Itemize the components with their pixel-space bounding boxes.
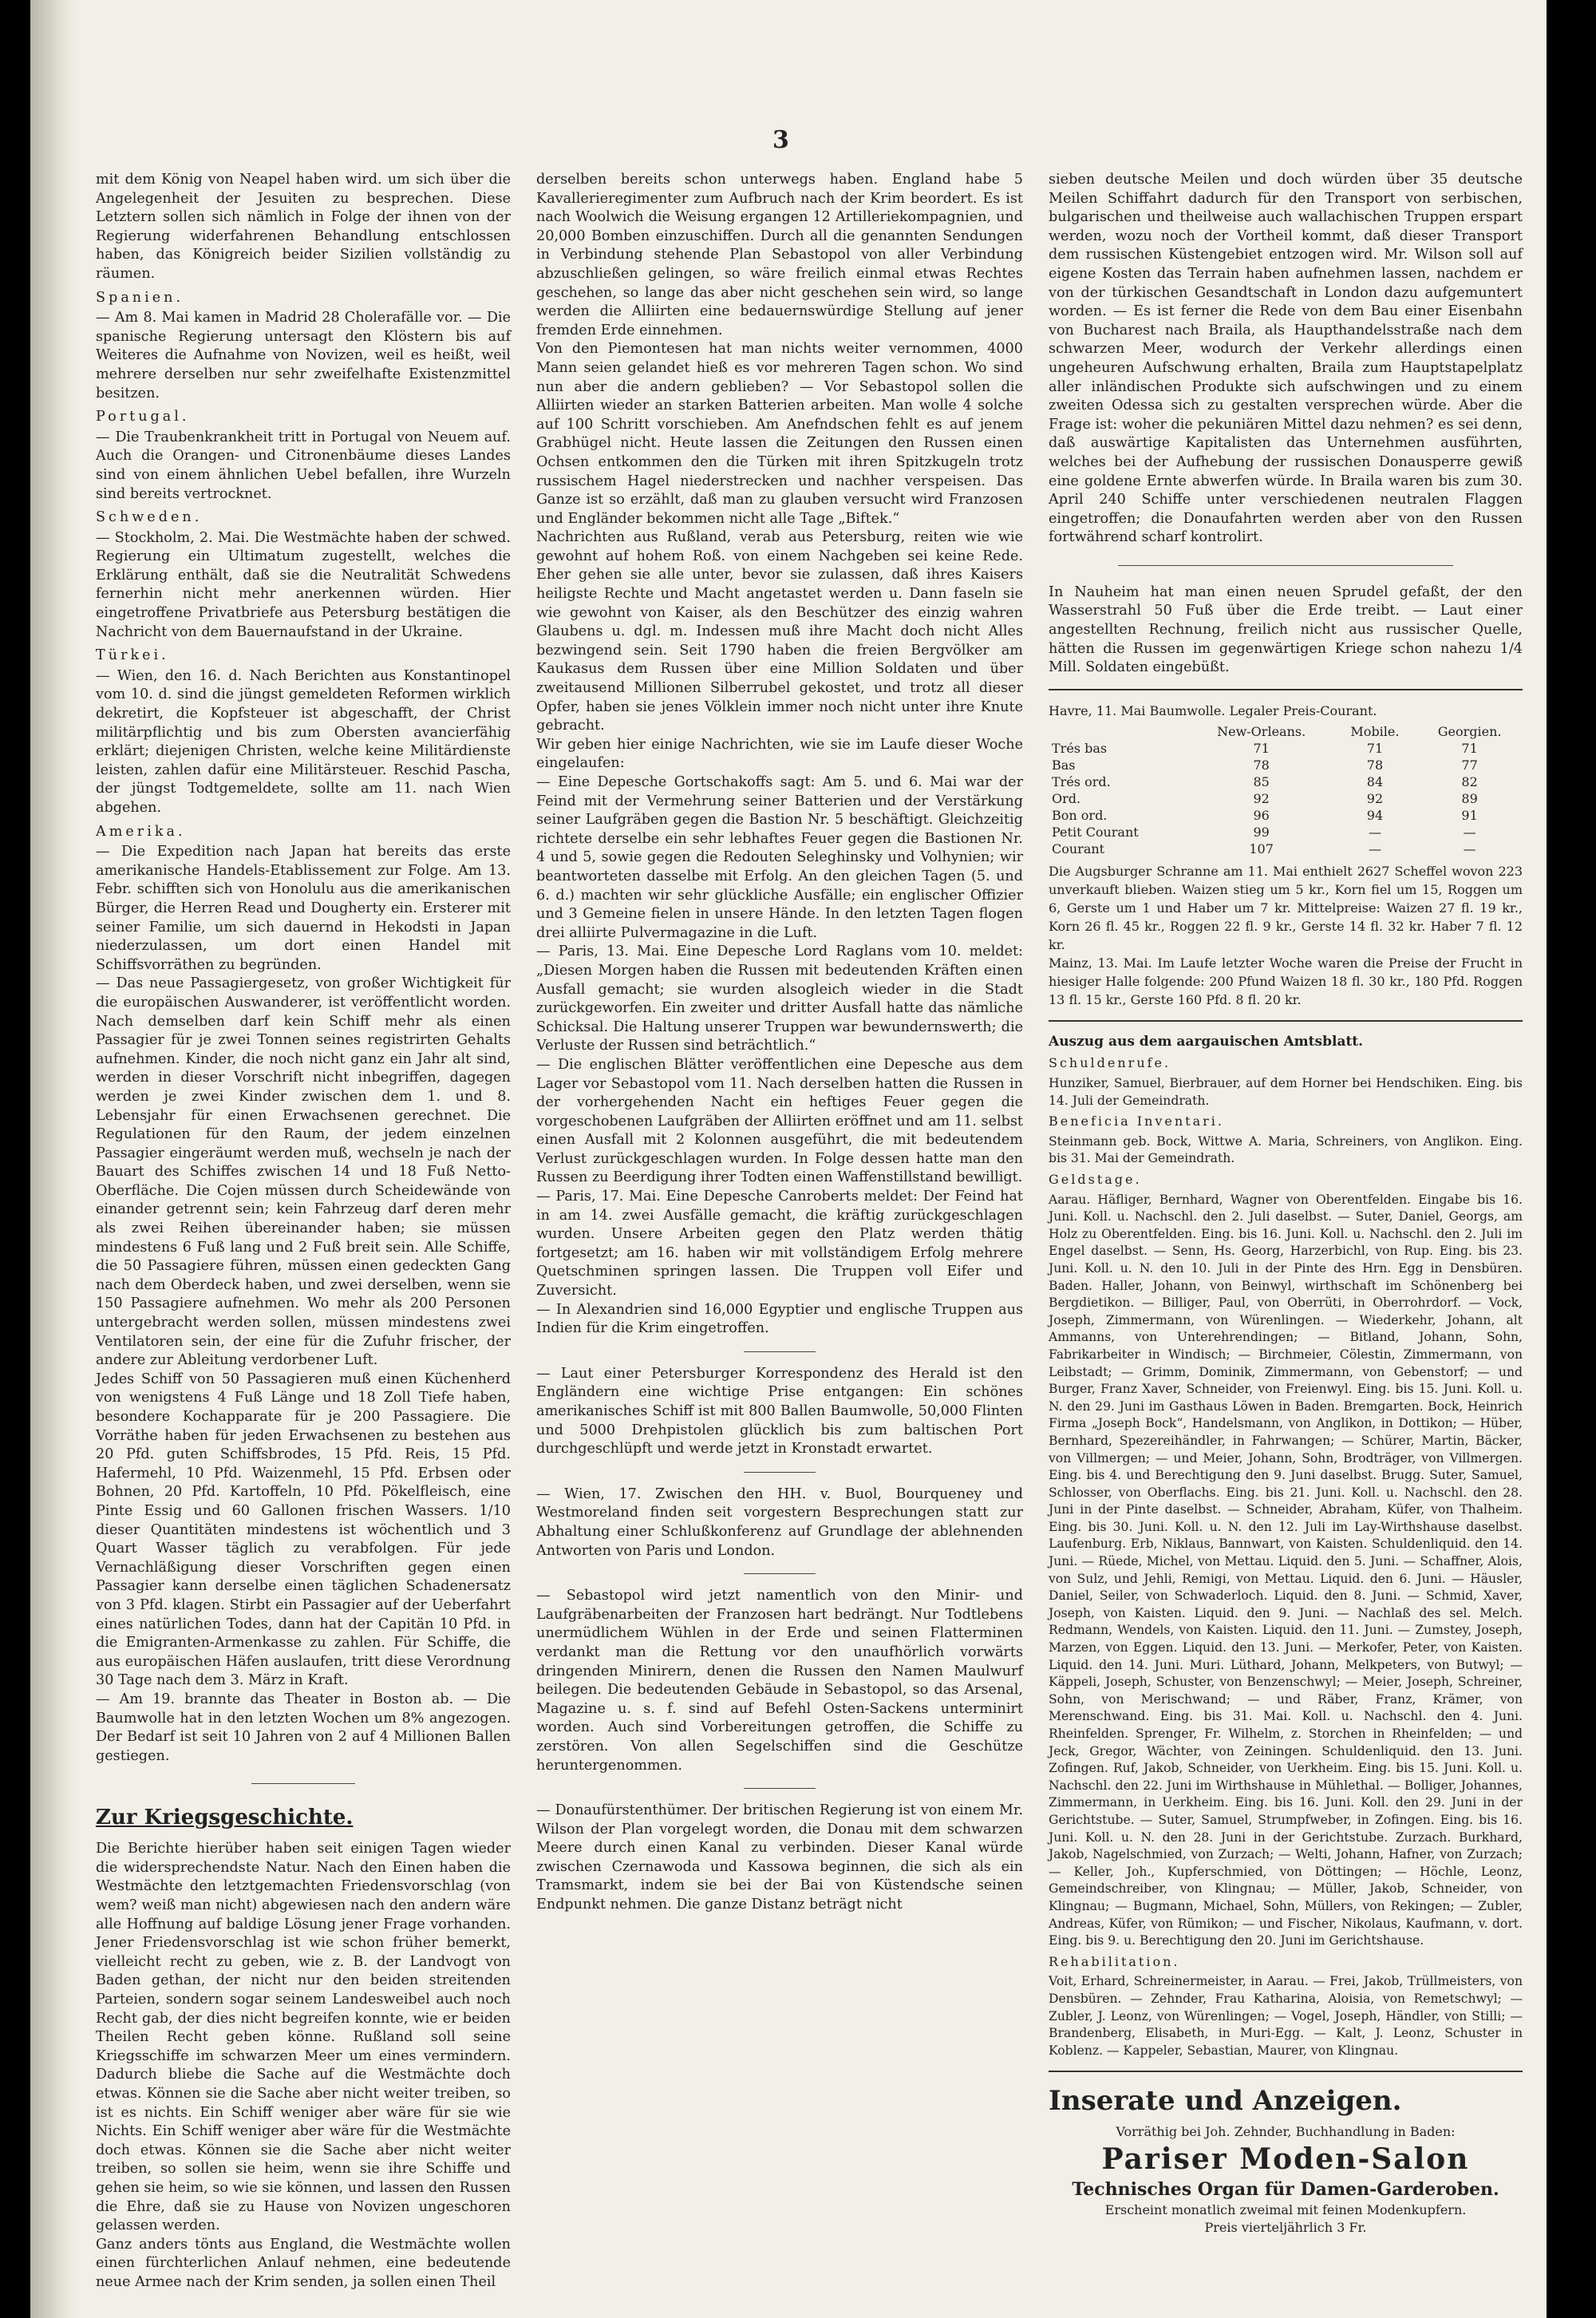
section-heading: Portugal. (96, 409, 190, 425)
divider (744, 1351, 816, 1352)
ad-title: Pariser Moden-Salon (1101, 2142, 1470, 2177)
section-heading: Schweden. (96, 509, 203, 526)
ad-subtitle: Technisches Organ für Damen-Garderoben. (1072, 2179, 1499, 2201)
table-header-row (1049, 723, 1523, 740)
column-header: Georgien. (1437, 723, 1502, 739)
table-cell (1049, 723, 1190, 740)
article-text: — Laut einer Petersburger Korrespondenz des Herald ist den Engländern eine wichtige Prise entgangen: Ein schönes amerikanisches Schiff ist mit 800 Ballen Baumwolle, 50,000 Flinten und 5000 Drehpistolen glücklich bis zum baltischen Port durchgeschlüpft und werde jetzt in Kronstadt erwartet. (536, 1365, 1023, 1458)
gazette-subheading: Geldstage. (1049, 1172, 1142, 1187)
gazette-text: Aarau. Häfliger, Bernhard, Wagner von Oberentfelden. Eingabe bis 16. Juni. Koll. u. Nachschl. den 2. Juli daselbst. — Suter, Daniel, Georgs, am Holz zu Oberentfelden. Eing. bis 16. Juni. Koll. u. Nachschl. den 2. Juli im Engel daselbst. — Senn, Hs. Georg, Harzerbichl, von Rup. Eing. bis 23. Juni. Koll. u. N. den 10. Juli in der Pinte des Hrn. Egg in Densbüren. Baden. Haller, Johann, von Beinwyl, wirthschaft im Schönenberg bei Bergdietikon. — Billiger, Paul, von Oberrüti, in Oberrohrdorf. — Vock, Joseph, Zimmermann, von Würenlingen. — Wiederkehr, Johann, alt Ammanns, von Unterehrendingen; — Bitland, Johann, Sohn, Fabrikarbeiter in Windisch; — Birchmeier, Cölestin, Zimmermann, von Leibstadt; — Grimm, Dominik, Zimmermann, von Gebenstorf; — und Burger, Franz Xaver, Schneider, von Freienwyl. Eing. bis 15. Juni. Koll. u. N. den 29. Juni im Gasthaus Löwen in Baden. Bremgarten. Bock, Heinrich Firma „Joseph Bock“, Handelsmann, von Anglikon, in Dottikon; — Hüber, Bernhard, Spezereihändler, in Fahrwangen; — Schürer, Martin, Bäcker, von Villmergen; — und Meier, Johann, Sohn, Brodträger, von Villmergen. Eing. bis 4. und Berechtigung den 9. Juni daselbst. Brugg. Suter, Samuel, Schlosser, von Oberflachs. Eing. bis 21. Juni. Koll. u. Nachschl. den 28. Juni in der Pinte daselbst. — Schneider, Abraham, Küfer, von Thalheim. Eing. bis 30. Juni. Koll. u. N. den 12. Juli im Lay-Wirthshause daselbst. Laufenburg. Erb, Niklaus, Bannwart, von Kaisten. Schuldenliquid. den 14. Juni. — Rüede, Michel, von Mettau. Liquid. den 5. Juni. — Schaffner, Alois, von Sulz, und Jehli, Remigi, von Mettau. Liquid. den 6. Juni. — Häusler, Daniel, Seiler, von Schwaderloch. Liquid. den 8. Juni. — Schmid, Xaver, Joseph, von Kaisten. Liquid. den 9. Juni. — Nachlaß des sel. Melch. Redmann, Wendels, von Kaisten. Liquid. den 11. Juni. — Zumstey, Joseph, Marzen, von Eggen. Liquid. den 13. Juni. — Merkofer, Peter, von Kaisten. Liquid. den 14. Juni. Muri. Lüthard, Johann, Melkpeters, von Butwyl; — Käppeli, Joseph, Schuster, von Benzenschwyl; — Meier, Joseph, Schreiner, Sohn, von Merischwand; — und Räber, Franz, Krämer, von Merenschwand. Eing. bis 31. Mai. Koll. u. Nachschl. den 4. Juni. Rheinfelden. Sprenger, Fr. Wilhelm, z. Storchen in Rheinfelden; — und Jeck, Gregor, Wächter, von Zeiningen. Schuldenliquid. den 13. Juni. Zofingen. Ruf, Jakob, Schneider, von Uerkheim. Eing. bis 15. Juni. Koll. u. Nachschl. den 22. Juni im Wirthshause in Mühlethal. — Bolliger, Johannes, Zimmermann, in Uerkheim. Eing. bis 16. Juni. Koll. den 29. Juni in der Gerichtstube. — Suter, Samuel, Strumpfweber, in Zofingen. Eing. bis 16. Juni. Koll. u. N. den 28. Juni in der Gerichtstube. Zurzach. Burkhard, Jakob, Nagelschmied, von Zurzach; — Welti, Johann, Hafner, von Zurzach; — Keller, Joh., Kupferschmied, von Döttingen; — Höchle, Leonz, Gemeindschreiber, von Klingnau; — Müller, Jakob, Schneider, von Klingnau; — Bugmann, Michael, Sohn, Müllers, von Rekingen; — Zubler, Andreas, Küfer, von Rümikon; — und Fischer, Nikolaus, Kaufmann, v. dort. Eing. bis 9. u. Berechtigung den 20. Juni im Gerichtshause. (1049, 1192, 1523, 1948)
article-text: mit dem König von Neapel haben wird. um sich über die Angelegenheit der Jesuiten zu besprechen. Diese Letztern sollen sich nämlich in Folge der ihnen von der Regierung widerfahrenen Behandlung entschlossen haben, das Königreich beider Sizilien vollständig zu räumen. (96, 172, 511, 282)
newspaper-page (30, 0, 1547, 2318)
table-cell: 78 (1366, 757, 1384, 773)
article-text: — Am 19. brannte das Theater in Boston ab. — Die Baumwolle hat in den letzten Wochen um 8% angezogen. Der Bedarf ist seit 10 Jahren von 2 auf 4 Millionen Ballen gestiegen. (96, 1691, 511, 1764)
table-cell: 89 (1461, 790, 1478, 806)
ad-text: Vorräthig bei Joh. Zehnder, Buchhandlung in Baden: (1116, 2124, 1456, 2140)
market-report: Die Augsburger Schranne am 11. Mai enthielt 2627 Scheffel wovon 223 unverkauft blieben. Waizen stieg um 5 kr., Korn fiel um 15, Roggen um 6, Gerste um 1 und Haber um 7 kr. Mittelpreise: Waizen 27 fl. 19 kr., Korn 26 fl. 45 kr., Roggen 22 fl. 9 kr., Gerste 14 fl. 32 kr. Haber 7 fl. 12 kr. (1049, 863, 1523, 952)
article-text: In Nauheim hat man einen neuen Sprudel gefaßt, der den Wasserstrahl 50 Fuß über die Erde treibt. — Laut einer angestellten Rechnung, freilich nicht aus russischer Quelle, hätten die Russen im gegenwärtigen Kriege schon nahezu 1/4 Mill. Soldaten eingebüßt. (1049, 583, 1523, 676)
table-row (1049, 757, 1523, 773)
article-text: — Die Traubenkrankheit tritt in Portugal von Neuem auf. Auch die Orangen- und Citronenbäume dieses Landes sind von einem ähnlichen Uebel befallen, ihre Wurzeln sind bereits vertrocknet. (96, 429, 511, 502)
table-cell: 77 (1461, 757, 1478, 773)
article-text: — Stockholm, 2. Mai. Die Westmächte haben der schwed. Regierung ein Ultimatum zugestellt, welches die Erklärung enthält, daß sie die Neutralität Schwedens fernerhin nicht mehr anerkennen würden. Hier eingetroffene Privatbriefe aus Petersburg bestätigen die Nachricht von dem Bauernaufstand in der Ukraine. (96, 529, 511, 640)
table-cell: — (1368, 841, 1381, 856)
table-cell: Trés ord. (1052, 773, 1111, 789)
market-heading: Havre, 11. Mai Baumwolle. Legaler Preis-Courant. (1049, 702, 1377, 718)
article-text: — Die englischen Blätter veröffentlichen eine Depesche aus dem Lager vor Sebastopol vom 11. Nach derselben hatten die Russen in der vorhergehenden Nacht ein heftiges Feuer gegen die vorgeschobenen Laufgräben der Alliirten eröffnet und am 11. selbst einen Ausfall mit 2 Kolonnen ausgeführt, die mit bedeutendem Verlust zurückgeschlagen wurden. In Folge dessen hatte man den Russen zu Beerdigung ihrer Todten einen Waffenstillstand bewilligt. (536, 1056, 1023, 1186)
gazette-text: Voit, Erhard, Schreinermeister, in Aarau. — Frei, Jakob, Trüllmeisters, von Densbüren. — Zehnder, Frau Katharina, Aloisia, von Remetschwyl; — Zubler, J. Leonz, von Würenlingen; — Vogel, Joseph, Händler, von Stilli; — Brandenberg, Elisabeth, in Muri-Egg. — Kalt, J. Leonz, Schuster in Koblenz. — Kappeler, Sebastian, Maurer, von Klingnau. (1049, 1974, 1523, 2058)
section-heading: Türkei. (96, 647, 169, 664)
article-text: Von den Piemontesen hat man nichts weiter vernommen, 4000 Mann seien gelandet hieß es vor mehreren Tagen schon. Wo sind nun aber die andern geblieben? — Vor Sebastopol sollen die Alliirten wieder an starken Batterien arbeiten. Man wolle 4 solche auf 100 Schritt vorschieben. Am Anefndschen fehlt es auf jenem Grabhügel nicht. Heute lassen die Zeitungen den Russen einen Ochsen entkommen den die Türken mit ihren Spitzkugeln trotz russischem Hagel niederstrecken und nachher verspeisen. Das Ganze ist so erzählt, daß man zu glauben versucht wird Franzosen und Engländer bekommen nicht alle Tage „Biftek.“ (536, 341, 1023, 527)
divider (744, 1788, 816, 1789)
article-text: — Donaufürstenthümer. Der britischen Regierung ist von einem Mr. Wilson der Plan vorgelegt worden, die Donau mit dem schwarzen Meere durch einen Kanal zu verbinden. Dieser Kanal würde zwischen Czernawoda und Kassowa beginnen, die sich als ein Tramsmarkt, indem sie bei der Bai von Küstendsche seinen Endpunkt nehmen. Die ganze Distanz beträgt nicht (536, 1802, 1023, 1913)
table-row (1049, 773, 1523, 790)
article-text: — Die Expedition nach Japan hat bereits das erste amerikanische Handels-Etablissement zur Folge. Am 13. Febr. schifften sich von Honolulu aus die amerikanischen Bürger, die Herren Read und Dougherty ein. Ersterer mit seiner Familie, um sich dauernd in Hekodsti in Japan niederzulassen, um dort einen Handel mit Schiffsvorräthen zu begründen. (96, 844, 511, 973)
article-text: — In Alexandrien sind 16,000 Egyptier und englische Truppen aus Indien für die Krim eingetroffen. (536, 1301, 1023, 1337)
column-header: Mobile. (1350, 723, 1400, 739)
table-row (1049, 841, 1523, 857)
gazette-subheading: Beneficia Inventari. (1049, 1114, 1224, 1129)
column-header: New-Orleans. (1217, 723, 1306, 739)
article-text: — Sebastopol wird jetzt namentlich von den Minir- und Laufgräbenarbeiten der Franzosen hart bedrängt. Nur Todtlebens unermüdlichem Wühlen in der Erde und seinen Flatterminen verdankt man die Rettung vor den unaufhörlich vorwärts dringenden Minirern, denen die Russen den Namen Maulwurf beilegen. Die bedeutenden Gebäude in Sebastopol, so das Arsenal, Magazine u. s. f. sind auf Befehl Osten-Sackens unterminirt worden. Auch sind Vorbereitungen getroffen, die Schiffe zu zerstören. Von allen Segelschiffen sind die Geschütze heruntergenommen. (536, 1588, 1023, 1774)
article-text: Jedes Schiff von 50 Passagieren muß einen Küchenherd von wenigstens 4 Fuß Länge und 18 Zoll Tiefe haben, besondere Kochapparate für je 200 Passagiere. Die Vorräthe haben für jeden Erwachsenen zu bestehen aus 20 Pfd. guten Schiffsbrodes, 15 Pfd. Reis, 15 Pfd. Hafermehl, 10 Pfd. Waizenmehl, 15 Pfd. Erbsen oder Bohnen, 20 Pfd. Kartoffeln, 10 Pfd. Pökelfleisch, eine Pinte Essig und 60 Gallonen frischen Wassers. 1/10 dieser Quantitäten mindestens ist wöchentlich und 3 Quart Wasser täglich zu verabfolgen. Für jede Vernachläßigung dieser Vorschriften gegen einen Passagier kann derselbe einen täglichen Schadenersatz von 3 Pfd. klagen. Stirbt ein Passagier auf der Ueberfahrt eines natürlichen Todes, dann hat der Capitän 10 Pfd. in die Emigranten-Armenkasse zu zahlen. Für Schiffe, die aus europäischen Häfen auslaufen, tritt diese Verordnung 30 Tage nach dem 3. März in Kraft. (96, 1371, 511, 1689)
article-text: Ganz anders tönts aus England, die Westmächte wollen einen fürchterlichen Anlauf nehmen, eine bedeutende neue Armee nach der Krim senden, ja sollen einen Theil (96, 2236, 511, 2290)
column-3 (1049, 171, 1523, 2236)
table-cell: Ord. (1052, 790, 1081, 806)
article-text: — Paris, 13. Mai. Eine Depesche Lord Raglans vom 10. meldet: „Diesen Morgen haben die Russen mit bedeutenden Kräften einen Ausfall gemacht; sie wurden alsogleich wieder in die Stadt zurückgeworfen. Ein zweiter und dritter Ausfall hatte das nämliche Schicksal. Die Haltung unserer Truppen war bewundernswerth; die Verluste der Russen sind beträchtlich.“ (536, 943, 1023, 1054)
market-report: Mainz, 13. Mai. Im Laufe letzter Woche waren die Preise der Frucht in hiesiger Halle folgende: 200 Pfund Waizen 18 fl. 30 kr., 180 Pfd. Roggen 13 fl. 15 kr., Gerste 160 Pfd. 8 fl. 20 kr. (1049, 955, 1523, 1007)
table-row (1049, 790, 1523, 807)
divider (744, 1472, 816, 1473)
ads-heading: Inserate und Anzeigen. (1049, 2085, 1402, 2118)
article-text: sieben deutsche Meilen und doch würden über 35 deutsche Meilen Schiffahrt dadurch für den Transport von serbischen, bulgarischen und theilweise auch wallachischen Truppen erspart werden, wozu noch der Vortheil kommt, daß dieser Transport dem russischen Küstengebiet entzogen wird. Mr. Wilson soll auf eigene Kosten das Terrain haben aufnehmen lassen, nachdem er von der türkischen Gesandtschaft in London dazu aufgemuntert worden. — Es ist ferner die Rede von dem Bau einer Eisenbahn von Bucharest nach Braila, als Haupthandelsstraße nach dem schwarzen Meer, wodurch der Verkehr allerdings einen ungeheuren Aufschwung erhalten, Braila zum Hauptstapelplatz aller inländischen Produkte sich aufschwingen und zu einem zweiten Odessa sich zu gestalten versprechen würde. Aber die Frage ist: woher die pekuniären Mittel dazu nehmen? es sei denn, daß auswärtige Kapitalisten das Unternehmen ausführten, welches bei der Aufhebung der russischen Donausperre gewiß eine goldene Ernte abwerfen würde. In Braila waren bis zum 30. April 240 Schiffe unter verschiedenen neutralen Flaggen eingetroffen; die Donaufahrten werden aber von den Russen fortwährend scharf kontrolirt. (1049, 172, 1523, 546)
table-cell: Bon ord. (1052, 807, 1108, 823)
table-cell: 71 (1253, 740, 1270, 756)
article-text: — Wien, den 16. d. Nach Berichten aus Konstantinopel vom 10. d. sind die jüngst gemeldeten Reformen wirklich dekretirt, die Kopfsteuer ist abgeschafft, der Christ militärpflichtig und bis zum Obersten avancierfähig erklärt; diejenigen Christen, welche keine Militärdienste leisten, zahlen dafür eine Militärsteuer. Reschid Pascha, der jüngst Todtgemeldete, sollte am 11. nach Wien abgehen. (96, 667, 511, 816)
table-cell: 85 (1253, 773, 1270, 789)
divider (744, 1573, 816, 1574)
article-text: — Eine Depesche Gortschakoffs sagt: Am 5. und 6. Mai war der Feind mit der Vermehrung seiner Batterien und der Verstärkung seiner Laufgräben gegen die Bastion Nr. 5 beschäftigt. Gleichzeitig richtete derselbe ein sehr lebhaftes Feuer gegen die Bastionen Nr. 4 und 5, sowie gegen die Redouten Seleghinsky und Volhynien; wir beantworteten dasselbe mit Erfolg. An den gleichen Tagen (5. und 6. d.) machten wir sehr glückliche Ausfälle; ein englischer Offizier und 3 Gemeine fielen in unsere Hände. In den letzten Tagen flogen drei alliirte Pulvermagazine in die Luft. (536, 774, 1023, 941)
divider (251, 1783, 355, 1784)
column-1 (96, 171, 511, 2290)
table-row (1049, 740, 1523, 757)
table-cell: — (1368, 824, 1381, 840)
table-cell: 84 (1366, 773, 1384, 789)
table-cell: 107 (1249, 841, 1274, 856)
divider (1049, 689, 1523, 690)
divider (1049, 1020, 1523, 1022)
table-cell: — (1463, 824, 1476, 840)
table-cell: 78 (1253, 757, 1270, 773)
gazette-text: Hunziker, Samuel, Bierbrauer, auf dem Horner bei Hendschiken. Eing. bis 14. Juli der Gemeindrath. (1049, 1076, 1523, 1108)
article-text: Nachrichten aus Rußland, verab aus Petersburg, reiten wie wie gewohnt auf hohem Roß. von einem Nachgeben sei keine Rede. Eher gehen sie alle unter, bevor sie zulassen, daß ihres Kaisers heiligste Rechte und Macht angetastet werden u. Dann faseln sie wie gewohnt von Kaiser, als den Beschützer des einzig wahren Glaubens u. dgl. m. Indessen muß ihre Macht doch nicht Alles bezwingend sein. Seit 1790 haben die freien Bergvölker am Kaukasus dem Russen über eine Million Soldaten und über zweitausend Millionen Silberrubel gekostet, und trotz all dieser Opfer, haben sie jenes Völklein immer noch nicht unter ihre Knute gebracht. (536, 529, 1023, 734)
table-cell: 82 (1461, 773, 1478, 789)
table-cell: Trés bas (1052, 740, 1108, 756)
table-cell: 92 (1253, 790, 1270, 806)
table-cell: 71 (1366, 740, 1384, 756)
divider (1049, 2071, 1523, 2072)
table-cell: 99 (1253, 824, 1270, 840)
feature-heading: Zur Kriegsgeschichte. (96, 1806, 354, 1830)
table-row (1049, 824, 1523, 841)
table-row (1049, 807, 1523, 824)
table-cell: Bas (1052, 757, 1076, 773)
gazette-subheading: Rehabilitation. (1049, 1953, 1180, 1969)
gazette-subheading: Schuldenrufe. (1049, 1055, 1171, 1071)
page-number: 3 (772, 126, 789, 154)
table-cell: 92 (1366, 790, 1384, 806)
ad-text: Erscheint monatlich zweimal mit feinen Modenkupfern. (1104, 2202, 1467, 2218)
divider (1118, 565, 1453, 566)
column-2 (536, 171, 1023, 2102)
table-cell: — (1463, 841, 1476, 856)
table-cell: Courant (1052, 841, 1105, 856)
section-heading: Amerika. (96, 823, 186, 840)
article-text: Wir geben hier einige Nachrichten, wie sie im Laufe dieser Woche eingelaufen: (536, 736, 1023, 772)
table-cell: 96 (1253, 807, 1270, 823)
table-cell: 94 (1366, 807, 1384, 823)
article-text: — Wien, 17. Zwischen den HH. v. Buol, Bourqueney und Westmoreland finden seit vorgestern Besprechungen statt zur Abhaltung einer Schlußkonferenz auf Grundlage der ablehnenden Antworten von Paris und London. (536, 1485, 1023, 1559)
gazette-text: Steinmann geb. Bock, Wittwe A. Maria, Schreiners, von Anglikon. Eing. bis 31. Mai der Gemeindrath. (1049, 1133, 1523, 1166)
table-cell: 71 (1461, 740, 1478, 756)
table-cell: Petit Courant (1052, 824, 1139, 840)
table-cell: 91 (1461, 807, 1478, 823)
section-heading: Spanien. (96, 289, 184, 306)
cotton-price-table (1049, 723, 1523, 857)
article-text: derselben bereits schon unterwegs haben. England habe 5 Kavallerieregimenter zum Aufbruch nach der Krim beordert. Es ist nach Woolwich die Weisung ergangen 12 Artilleriekompagnien, und 20,000 Bomben einzuschiffen. Durch all die genannten Sendungen in Verbindung stehende Plan Sebastopol von aller Verbindung abzuschließen gelingen, so wäre freilich einmal etwas Rechtes geschehen, so lange das aber nicht geschehen sein wird, so lange werden die Alliirten eine bedauernswürdige Stellung auf jener fremden Erde einnehmen. (536, 172, 1023, 338)
article-text: — Paris, 17. Mai. Eine Depesche Canroberts meldet: Der Feind hat in am 14. zwei Ausfälle gemacht, die kräftig zurückgeschlagen wurden. Unsere Arbeiten gegen den Platz werden thätig fortgesetzt; am 16. haben wir mit vollständigem Erfolg mehrere Quetschminen springen lassen. Die Truppen voll Eifer und Zuversicht. (536, 1189, 1023, 1299)
article-text: — Am 8. Mai kamen in Madrid 28 Cholerafälle vor. — Die spanische Regierung untersagt den Klöstern bis auf Weiteres die Aufnahme von Novizen, weil es heißt, weil mehrere derselben nur sehr zweifelhafte Existenzmittel besitzen. (96, 310, 511, 401)
gazette-heading: Auszug aus dem aargauischen Amtsblatt. (1049, 1033, 1364, 1050)
article-text: Die Berichte hierüber haben seit einigen Tagen wieder die widersprechendste Natur. Nach den Einen haben die Westmächte den letztgemachten Friedensvorschlag (von wem? weiß man nicht) abgewiesen nach den andern wäre alle Hoffnung auf baldige Lösung jener Frage vorhanden. Jener Friedensvorschlag ist wie schon früher bemerkt, vielleicht recht zu geben, wie z. B. der Landvogt von Baden gethan, der nicht nur den beiden streitenden Parteien, sondern sogar seinem Landesweibel auch noch Recht gab, der dies nicht begreifen konnte, wie er beiden Theilen Recht geben könne. Rußland soll seine Kriegsschiffe im schwarzen Meer um eines vermindern. Dadurch bliebe die Sache auf die Westmächte doch etwas. Können sie die Sache aber nicht weiter treiben, so ist es nichts. Ein Schiff weniger aber wäre für sie wie Nichts. Ein Schiff weniger aber wäre für die Westmächte doch etwas. Können sie die Sache aber nicht weiter treiben, so sollen sie heim, wenn sie ihre Schiffe und gehen sie heim, so wie sie können, und lassen den Russen die Ehre, daß sie zu Hause von Novizen ungeschoren gelassen werden. (96, 1841, 511, 2234)
ad-price: Preis vierteljährlich 3 Fr. (1204, 2220, 1367, 2236)
article-text: — Das neue Passagiergesetz, von großer Wichtigkeit für die europäischen Auswanderer, ist veröffentlicht worden. Nach demselben darf kein Schiff mehr als einen Passagier für je zwei Tonnen seines registrirten Gehalts aufnehmen. Kinder, die noch nicht ganz ein Jahr alt sind, werden in dieser Vorschrift nicht inbegriffen, dagegen werden je zwei Kinder zwischen dem 1. und 8. Lebensjahr für einen Erwachsenen gerechnet. Die Regulationen für den Raum, der jedem einzelnen Passagier eingeräumt werden muß, wechseln je nach der Bauart des Schiffes zwischen 14 und 18 Fuß Netto-Oberfläche. Die Cojen müssen durch Scheidewände von einander getrennt sein; kein Fahrzeug darf deren mehr als zwei Reihen übereinander haben; sie müssen mindestens 6 Fuß lang und 2 Fuß breit sein. Alle Schiffe, die 50 Passagiere führen, müssen einen gedeckten Gang nach dem Oberdeck haben, und zwei derselben, wenn sie 150 Passagiere aufnehmen. Wo mehr als 200 Personen untergebracht werden sollen, müssen mindestens zwei Ventilatoren sein, der eine für die Zufuhr frischer, der andere zur Ableitung verdorbener Luft. (96, 975, 511, 1369)
